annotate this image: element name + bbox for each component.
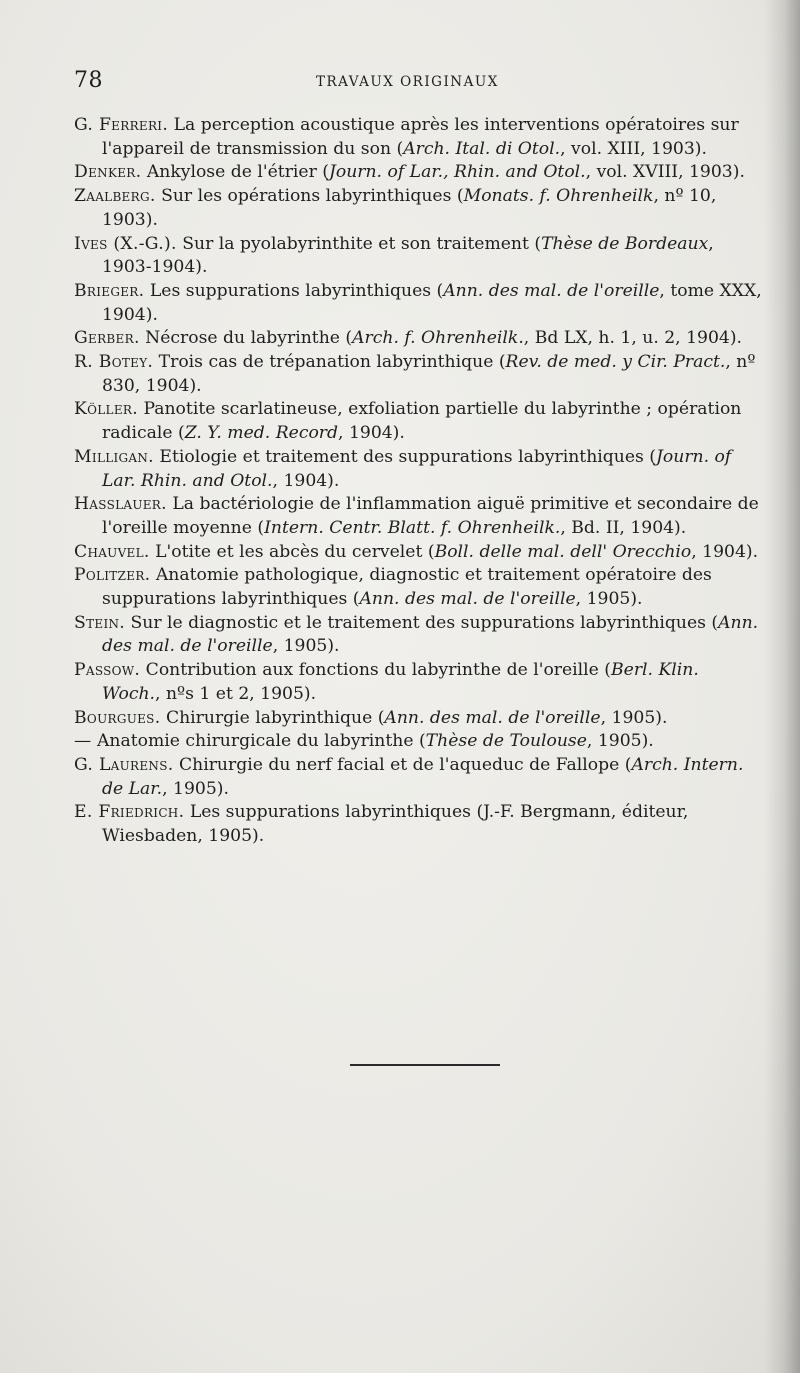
reference-source: Ann. des mal. de l'oreille [443,280,660,301]
reference-author: Gerber. [74,328,140,349]
reference-text: Panotite scarlatineuse, exfoliation partielle du labyrinthe ; opération radicale ( [102,399,742,444]
reference-entry [74,327,762,351]
reference-entry [74,754,762,801]
reference-text: Anatomie pathologique, diagnostic et traitement opératoire des suppurations labyrinthiques ( [102,565,712,610]
reference-tail: , Bd. II, 1904). [560,517,687,538]
reference-tail: , 1905). [575,589,643,610]
reference-text: Chirurgie du nerf facial et de l'aqueduc de Fallope ( [178,754,632,775]
reference-entry [74,280,762,327]
reference-text: Contribution aux fonctions du labyrinthe de l'oreille ( [145,660,612,681]
reference-author: Hasslauer. [74,494,167,515]
reference-author: Stein. [74,612,126,633]
reference-entry [74,801,762,848]
reference-text: Anatomie chirurgicale du labyrinthe ( [96,731,426,752]
reference-source: Monats. f. Ohrenheilk [463,186,654,207]
reference-text: Trois cas de trépanation labyrinthique ( [158,352,506,373]
reference-entry [74,707,762,731]
reference-author: Bourgues. [74,707,161,728]
page-header [74,66,764,100]
reference-text: Nécrose du labyrinthe ( [145,328,353,349]
reference-tail: , nºs 1 et 2, 1905). [155,683,317,704]
reference-entry [74,730,762,754]
reference-tail: , 1904). [338,423,405,444]
reference-tail: , nº 830, 1904). [102,352,756,396]
reference-source: Arch. f. Ohrenheilk. [352,328,524,349]
reference-tail: , 1905). [272,636,340,657]
reference-text: L'otite et les abcès du cervelet ( [155,541,435,562]
reference-author: Zaalberg. [74,186,156,207]
reference-source: Z. Y. med. Record [184,423,339,444]
reference-entry [74,185,762,232]
reference-text: La perception acoustique après les interventions opératoires sur l'appareil de transmission du son ( [102,115,739,159]
reference-source: Thèse de Toulouse [425,731,587,752]
reference-text: Sur les opérations labyrinthiques ( [161,186,464,207]
reference-source: Boll. delle mal. dell' Orecchio [434,541,692,562]
reference-entry [74,612,762,659]
reference-text: Etiologie et traitement des suppurations labyrinthiques ( [159,446,657,467]
reference-author: Brieger. [74,280,145,301]
page-spine-shadow [764,0,800,1373]
reference-entry [74,233,762,280]
reference-tail: , vol. XVIII, 1903). [585,162,745,183]
reference-author: Ives (X.-G.). [74,233,177,254]
reference-source: Ann. des mal. de l'oreille [359,589,576,610]
reference-tail: , 1904). [272,470,340,491]
reference-text: Sur la pyolabyrinthite et son traitement ( [182,233,542,254]
reference-source: Intern. Centr. Blatt. f. Ohrenheilk. [264,517,561,538]
reference-text: Les suppurations labyrinthiques (J.-F. Bergmann, éditeur, Wiesbaden, 1905). [102,802,689,847]
reference-source: Arch. Intern. de Lar. [102,754,744,799]
reference-author: Köller. [74,399,138,420]
reference-author: Passow. [74,660,141,681]
reference-tail: , 1905). [162,778,229,799]
reference-source: Thèse de Bordeaux [541,233,709,254]
reference-entry [74,659,762,706]
reference-tail: , 1904). [691,541,759,562]
reference-source: Ann. des mal. de l'oreille [102,612,759,657]
reference-source: Ann. des mal. de l'oreille [384,707,601,728]
reference-author: E. Friedrich. [74,802,185,823]
reference-text: La bactériologie de l'inflammation aiguë primitive et secondaire de l'oreille moyenne ( [102,494,759,538]
reference-entry [74,114,762,161]
reference-source: Rev. de med. y Cir. Pract. [505,352,726,373]
reference-tail: , 1905). [600,707,668,728]
reference-author: G. Ferreri. [74,115,169,135]
reference-author: G. Laurens. [74,754,174,775]
reference-tail: , tome XXX, 1904). [102,280,762,325]
reference-entry [74,541,762,565]
reference-list [74,114,762,849]
reference-entry [74,351,762,398]
reference-entry [74,161,762,185]
reference-author: Chauvel. [74,541,150,562]
reference-entry [74,493,762,540]
reference-text: Chirurgie labyrinthique ( [165,707,385,728]
reference-tail: , Bd LX, h. 1, u. 2, 1904). [523,328,743,349]
reference-text: Ankylose de l'étrier ( [146,162,329,183]
reference-entry [74,564,762,611]
reference-entry [74,446,762,493]
reference-author: R. Botey. [74,352,154,373]
reference-tail: , 1905). [586,731,654,752]
reference-author: — [74,731,92,752]
page-number: 78 [74,68,103,93]
end-rule-divider [350,1064,500,1066]
running-head: TRAVAUX ORIGINAUX [316,74,499,90]
reference-author: Politzer. [74,565,151,586]
reference-author: Milligan. [74,446,154,467]
reference-source: Berl. Klin. Woch. [102,660,699,704]
reference-source: Arch. Ital. di Otol. [403,138,561,159]
reference-author: Denker. [74,162,142,183]
reference-source: Journ. of Lar., Rhin. and Otol. [328,162,586,183]
reference-entry [74,398,762,445]
reference-text: Sur le diagnostic et le traitement des suppurations labyrinthiques ( [130,612,719,633]
reference-tail: , vol. XIII, 1903). [560,138,707,159]
reference-text: Les suppurations labyrinthiques ( [149,280,444,301]
reference-tail: , 1903-1904). [102,233,714,278]
reference-tail: , nº 10, 1903). [102,186,717,230]
reference-source: Journ. of Lar. Rhin. and Otol. [102,446,732,491]
